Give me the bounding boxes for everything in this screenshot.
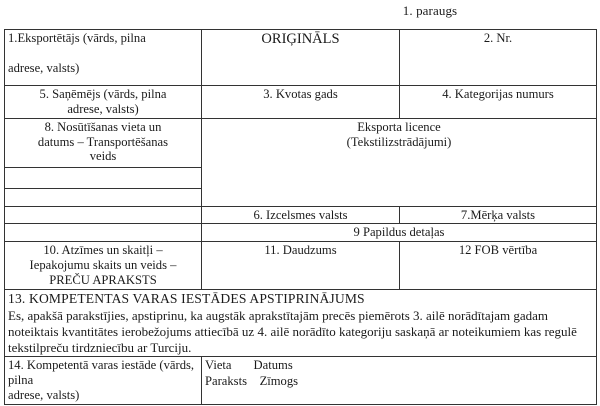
field-quantity-label: 11. Daudzums [202, 242, 400, 290]
field-dispatch-label [5, 118, 202, 167]
licence-title-cell [202, 118, 597, 206]
field-original-label: ORIĢINĀLS [202, 30, 400, 86]
field-consignee-label: 5. Saņēmējs (vārds, pilna adrese, valsts) [5, 86, 202, 119]
table-row [5, 30, 597, 86]
licence-title: Eksporta licence [357, 119, 441, 134]
field-dispatch-blank-d [5, 224, 202, 242]
attestation-cell [5, 290, 597, 357]
table-row [5, 357, 597, 405]
field-dispatch-text: 8. Nosūtīšanas vieta un datums – Transportēšanas veids [37, 119, 169, 164]
form-table [4, 29, 597, 405]
field-authority-label: 14. Kompetentā varas iestāde (vārds, pilna adrese, valsts) [5, 357, 202, 405]
table-row [5, 118, 597, 167]
signature-place-date-line: Vieta Datums [205, 358, 293, 373]
field-origin-country-label: 6. Izcelsmes valsts [202, 206, 400, 224]
field-quota-year-label: 3. Kvotas gads [202, 86, 400, 119]
attestation-body: Es, apakšā parakstījies, apstiprinu, ka augstāk aprakstītajām precēs piemērots 3. ailē norādītajam gadam noteiktais kvantitātes ierobežojums attiecībā uz 4. ailē norādīto kategoriju saskaņā ar noteikumiem kas regulē tekstilpreču tirdzniecību ar Turciju. [8, 307, 577, 355]
table-row [5, 224, 597, 242]
field-destination-country-label: 7.Mērķa valsts [400, 206, 597, 224]
signature-stamp-line: Paraksts Zīmogs [205, 374, 299, 389]
field-number-label: 2. Nr. [400, 30, 597, 86]
field-dispatch-blank-b [5, 188, 202, 206]
field-category-number-label: 4. Kategorijas numurs [400, 86, 597, 119]
table-row [5, 242, 597, 290]
sample-number-note: 1. paraugs [402, 3, 458, 18]
table-row [5, 290, 597, 357]
field-dispatch-blank-a [5, 167, 202, 188]
table-row [5, 86, 597, 119]
export-licence-form [4, 29, 596, 405]
table-row [5, 206, 597, 224]
licence-subtitle: (Tekstilizstrādājumi) [346, 135, 452, 150]
signature-block [202, 357, 597, 405]
field-extra-details-label: 9 Papildus detaļas [202, 224, 597, 242]
field-dispatch-blank-c [5, 206, 202, 224]
attestation-title: 13. KOMPETENTAS VARAS IESTĀDES APSTIPRINĀJUMS [8, 291, 365, 307]
field-exporter-label: 1.Eksportētājs (vārds, pilna adrese, valsts) [5, 30, 202, 86]
field-fob-value-label: 12 FOB vērtība [400, 242, 597, 290]
field-marks-label: 10. Atzīmes un skaitļi – Iepakojumu skaits un veids – PREČU APRAKSTS [5, 242, 202, 290]
